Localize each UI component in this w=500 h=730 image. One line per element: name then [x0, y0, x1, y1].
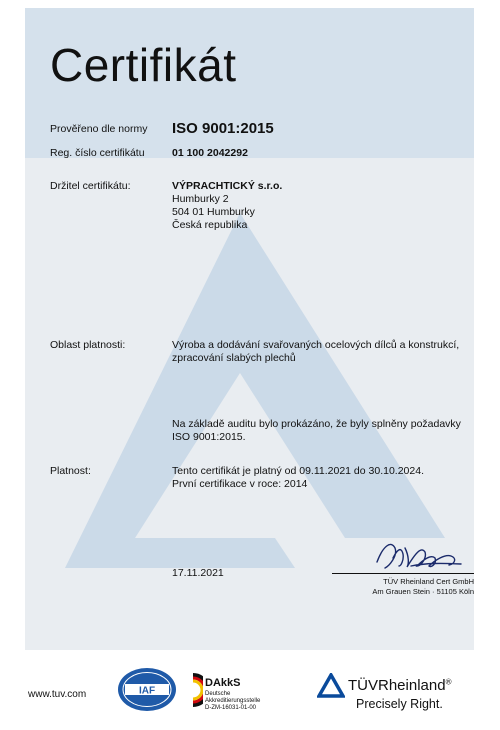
tuv-brand [348, 677, 451, 694]
holder-address-line: Humburky 2 [172, 193, 229, 205]
audit-text [172, 418, 461, 444]
dakks-emblem-icon [183, 672, 203, 708]
norm-value: ISO 9001:2015 [172, 120, 274, 137]
dakks-label: DAkkS [205, 677, 241, 689]
scope-line: zpracování slabých plechů [172, 352, 296, 364]
validity-label: Platnost: [50, 465, 91, 477]
holder-address-line: 504 01 Humburky [172, 206, 255, 218]
certificate-title: Certifikát [50, 39, 237, 91]
holder-name: VÝPRACHTICKÝ s.r.o. [172, 180, 283, 192]
dakks-sub-line: D-ZM-16031-01-00 [205, 705, 257, 711]
validity-line: První certifikace v roce: 2014 [172, 478, 308, 490]
dakks-sub-line: Akkreditierungsstelle [205, 698, 261, 704]
scope-label: Oblast platnosti: [50, 339, 126, 351]
holder-block [172, 180, 282, 232]
audit-line: Na základě auditu bylo prokázáno, že byly splněny požadavky [172, 418, 461, 430]
norm-label: Prověřeno dle normy [50, 123, 148, 135]
iaf-logo-text: IAF [138, 685, 156, 697]
reg-label: Reg. číslo certifikátu [50, 147, 145, 159]
tuv-brand-name: TÜVRheinland [348, 677, 446, 694]
tuv-triangle-icon [317, 673, 345, 698]
issuer-name: TÜV Rheinland Cert GmbH [383, 577, 474, 586]
issuer-block [325, 577, 474, 597]
signature-line [332, 573, 474, 574]
issue-date: 17.11.2021 [172, 567, 224, 579]
scope-text [172, 339, 459, 365]
signature-image [371, 536, 466, 574]
dakks-subtext [205, 691, 260, 712]
reg-value: 01 100 2042292 [172, 147, 248, 159]
tuv-slogan: Precisely Right. [356, 697, 443, 711]
issuer-address: Am Grauen Stein · 51105 Köln [372, 587, 474, 596]
validity-line: Tento certifikát je platný od 09.11.2021 do 30.10.2024. [172, 465, 424, 477]
audit-line: ISO 9001:2015. [172, 431, 246, 443]
holder-label: Držitel certifikátu: [50, 180, 131, 192]
certificate-sheet [25, 8, 474, 650]
holder-address-line: Česká republika [172, 219, 248, 231]
iaf-logo-icon [117, 667, 177, 712]
footer-url[interactable]: www.tuv.com [28, 689, 87, 700]
registered-mark: ® [445, 677, 452, 687]
scope-line: Výroba a dodávání svařovaných ocelových dílců a konstrukcí, [172, 339, 460, 351]
validity-text [172, 465, 424, 491]
dakks-sub-line: Deutsche [205, 691, 231, 697]
